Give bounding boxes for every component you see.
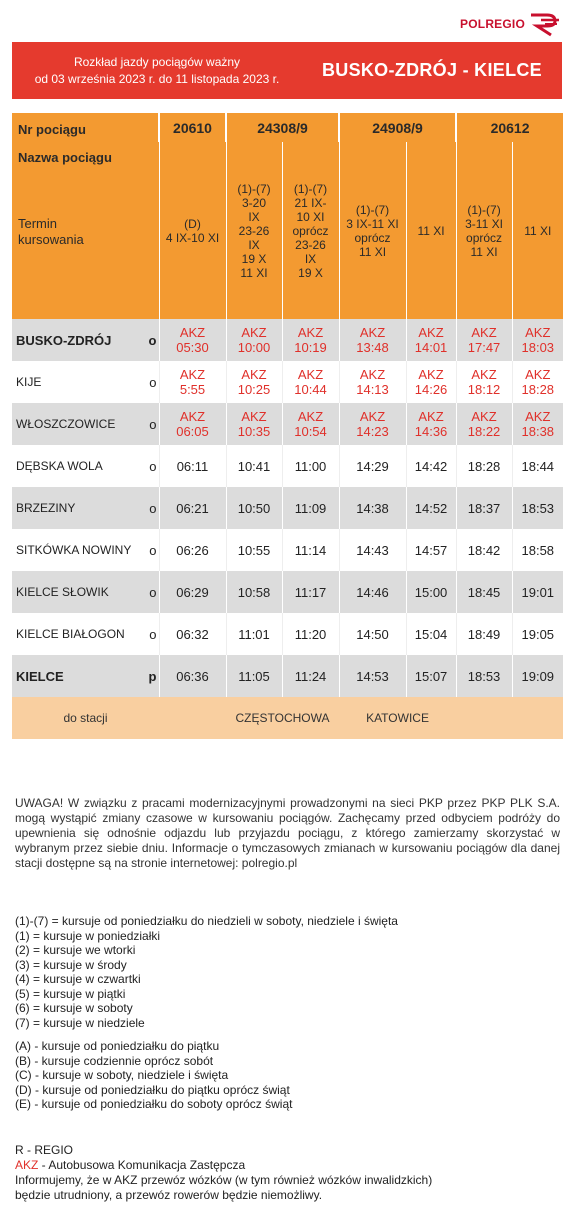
arrival-departure-marker: p <box>148 668 157 684</box>
departure-time: 15:07 <box>414 668 448 684</box>
departure-time-cell <box>406 487 456 529</box>
akz-marker: AKZ <box>418 367 444 382</box>
departure-time: 11:09 <box>294 500 327 516</box>
akz-marker: AKZ <box>241 367 267 382</box>
departure-time: 10:54 <box>294 424 327 439</box>
destination-cell <box>159 697 226 739</box>
departure-time-cell <box>456 571 512 613</box>
station-cell <box>12 361 159 403</box>
legend-item: (E) - kursuje od poniedziałku do soboty oprócz świąt <box>15 1097 293 1111</box>
departure-time-cell <box>339 361 406 403</box>
station-cell <box>12 529 159 571</box>
akz-marker: AKZ <box>297 367 324 382</box>
departure-time-cell <box>282 613 339 655</box>
departure-time-cell <box>226 361 282 403</box>
akz-marker: AKZ <box>359 409 386 424</box>
departure-time: 11:20 <box>294 626 327 642</box>
departure-time: 11:17 <box>294 584 327 600</box>
departure-time-cell <box>456 319 512 361</box>
departure-time: 10:55 <box>237 542 271 558</box>
departure-time: 19:01 <box>521 584 555 600</box>
departure-time: 18:49 <box>467 626 501 642</box>
departure-time: 18:03 <box>521 340 555 355</box>
arrival-departure-marker: o <box>149 416 157 432</box>
departure-time-cell <box>406 319 456 361</box>
train-number: 20612 <box>456 113 563 142</box>
departure-time: 14:42 <box>414 458 448 474</box>
departure-time: 18:45 <box>467 584 501 600</box>
departure-time: 06:21 <box>176 500 209 516</box>
departure-time-cell <box>339 655 406 697</box>
departure-time-cell <box>406 655 456 697</box>
schedule-term: (1)-(7) 3-20 IX 23-26 IX 19 X 11 XI <box>226 142 282 319</box>
validity-line-2: od 03 września 2023 r. do 11 listopada 2023 r. <box>34 71 280 86</box>
station-name: SITKÓWKA NOWINY <box>16 542 132 557</box>
departure-time-cell <box>512 403 563 445</box>
departure-time: 14:57 <box>414 542 448 558</box>
departure-time-cell <box>282 487 339 529</box>
departure-time: 10:58 <box>237 584 271 600</box>
departure-time: 06:32 <box>176 626 209 642</box>
departure-time: 18:44 <box>521 458 555 474</box>
station-name: KIELCE <box>16 668 64 684</box>
departure-time: 14:43 <box>356 542 389 558</box>
departure-time-cell <box>512 613 563 655</box>
departure-time-cell <box>159 445 226 487</box>
station-cell <box>12 403 159 445</box>
station-name: WŁOSZCZOWICE <box>16 416 116 431</box>
info-line-1: Informujemy, że w AKZ przewóz wózków (w tym również wózków inwalidzkich) <box>15 1173 433 1187</box>
destination-row <box>12 697 563 739</box>
regio-note: R - REGIO <box>15 1143 74 1157</box>
departure-time: 10:41 <box>237 458 271 474</box>
departure-time-cell <box>339 613 406 655</box>
departure-time: 18:53 <box>521 500 555 516</box>
departure-time-cell <box>282 529 339 571</box>
departure-time-cell <box>226 571 282 613</box>
arrival-departure-marker: o <box>149 458 157 474</box>
departure-time: 10:50 <box>237 500 271 516</box>
validity-line-1: Rozkład jazdy pociągów ważny <box>73 54 241 69</box>
departure-time: 10:25 <box>237 382 271 397</box>
akz-marker: AKZ <box>179 409 206 424</box>
polregio-logo <box>460 8 561 40</box>
departure-time-cell <box>339 403 406 445</box>
departure-time-cell <box>226 403 282 445</box>
departure-time: 19:05 <box>521 626 555 642</box>
departure-time-cell <box>159 361 226 403</box>
station-row <box>12 445 563 487</box>
akz-marker: AKZ <box>418 409 444 424</box>
legend-item: (1)-(7) = kursuje od poniedziałku do niedzieli w soboty, niedziele i święta <box>15 914 398 928</box>
akz-marker: AKZ <box>179 325 206 340</box>
departure-time: 11:24 <box>294 668 327 684</box>
departure-time: 19:09 <box>521 668 555 684</box>
departure-time-cell <box>159 487 226 529</box>
departure-time-cell <box>226 613 282 655</box>
timetable <box>12 113 563 739</box>
departure-time-cell <box>456 529 512 571</box>
legend-item: (5) = kursuje w piątki <box>15 986 126 1001</box>
departure-time: 14:38 <box>356 500 389 516</box>
destination-label: do stacji <box>12 697 159 739</box>
departure-time: 06:26 <box>176 542 209 558</box>
schedule-term: (1)-(7) 3 IX-11 XI oprócz 11 XI <box>339 142 406 319</box>
departure-time-cell <box>282 571 339 613</box>
departure-time: 11:05 <box>238 668 270 684</box>
departure-time: 15:00 <box>414 584 448 600</box>
departure-time-cell <box>339 445 406 487</box>
akz-marker: AKZ <box>471 409 497 424</box>
departure-time: 06:36 <box>176 668 209 684</box>
departure-time-cell <box>456 613 512 655</box>
station-cell <box>12 487 159 529</box>
departure-time-cell <box>226 487 282 529</box>
departure-time-cell <box>512 445 563 487</box>
station-name: BUSKO-ZDRÓJ <box>16 332 112 348</box>
letter-legend <box>15 1039 292 1112</box>
footer-notes <box>15 1143 432 1203</box>
info-line-2: będzie utrudniony, a przewóz rowerów będzie niemożliwy. <box>15 1188 323 1202</box>
akz-marker: AKZ <box>359 325 386 340</box>
station-name: DĘBSKA WOLA <box>16 458 103 473</box>
day-legend <box>15 914 398 1030</box>
departure-time-cell <box>159 613 226 655</box>
station-row <box>12 571 563 613</box>
polregio-mark-icon <box>527 11 561 37</box>
departure-time-cell <box>282 361 339 403</box>
station-cell <box>12 571 159 613</box>
departure-time: 10:19 <box>294 340 327 355</box>
departure-time-cell <box>406 361 456 403</box>
akz-marker: AKZ <box>418 325 444 340</box>
schedule-term: 11 XI <box>512 142 563 319</box>
station-row <box>12 655 563 697</box>
departure-time: 14:52 <box>414 500 448 516</box>
station-row <box>12 319 563 361</box>
arrival-departure-marker: o <box>149 584 157 600</box>
legend-item: (3) = kursuje w środy <box>15 957 127 972</box>
departure-time: 18:58 <box>521 542 555 558</box>
departure-time-cell <box>159 655 226 697</box>
departure-time-cell <box>456 403 512 445</box>
departure-time: 06:11 <box>176 458 209 474</box>
station-row <box>12 529 563 571</box>
station-name: KIJE <box>16 374 42 389</box>
departure-time: 13:48 <box>356 340 389 355</box>
departure-time-cell <box>339 571 406 613</box>
departure-time: 14:01 <box>414 340 448 355</box>
departure-time-cell <box>406 571 456 613</box>
departure-time: 11:14 <box>294 542 327 558</box>
legend-item: (2) = kursuje we wtorki <box>15 943 136 957</box>
departure-time: 15:04 <box>414 626 448 642</box>
akz-marker: AKZ <box>525 367 551 382</box>
akz-marker: AKZ <box>241 409 267 424</box>
arrival-departure-marker: o <box>149 500 157 516</box>
departure-time-cell <box>512 655 563 697</box>
departure-time-cell <box>406 445 456 487</box>
departure-time-cell <box>456 445 512 487</box>
departure-time: 14:46 <box>356 584 389 600</box>
departure-time: 05:30 <box>176 340 209 355</box>
station-cell <box>12 319 159 361</box>
departure-time-cell <box>512 529 563 571</box>
arrival-departure-marker: o <box>148 332 157 348</box>
departure-time: 18:42 <box>467 542 501 558</box>
departure-time-cell <box>159 319 226 361</box>
departure-time-cell <box>406 613 456 655</box>
departure-time-cell <box>226 655 282 697</box>
timetable-banner <box>12 42 562 99</box>
akz-marker: AKZ <box>525 409 551 424</box>
departure-time-cell <box>339 319 406 361</box>
departure-time: 14:50 <box>356 626 389 642</box>
akz-description: - Autobusowa Komunikacja Zastępcza <box>38 1158 246 1172</box>
departure-time: 14:23 <box>356 424 389 439</box>
station-cell <box>12 445 159 487</box>
departure-time: 06:29 <box>176 584 209 600</box>
departure-time-cell <box>159 529 226 571</box>
departure-time-cell <box>512 571 563 613</box>
departure-time-cell <box>282 319 339 361</box>
train-number: 24308/9 <box>226 113 339 142</box>
departure-time: 18:53 <box>467 668 501 684</box>
departure-time-cell <box>406 403 456 445</box>
header-labels <box>12 113 159 319</box>
departure-time: 18:12 <box>467 382 501 397</box>
station-cell <box>12 655 159 697</box>
akz-marker: AKZ <box>471 325 497 340</box>
departure-time: 10:00 <box>237 340 271 355</box>
train-number: 20610 <box>159 113 226 142</box>
departure-time: 18:28 <box>467 458 501 474</box>
arrival-departure-marker: o <box>149 626 157 642</box>
departure-time: 14:29 <box>356 458 389 474</box>
departure-time-cell <box>282 403 339 445</box>
service-notice: UWAGA! W związku z pracami modernizacyjnymi prowadzonymi na sieci PKP przez PKP PLK S.A. mogą wystąpić zmiany czasowe w kursowaniu pociągów. Zachęcamy przed odbyciem podróży do upewnienia się odnośnie odjazdu lub przyjazdu pociągu, z którego zamierzamy skorzystać w wybranym przez siebie dniu. Informacje o tymczasowych zmianach w kursowaniu pociągów dla danej stacji dostępne są na stronie internetowej: polregio.pl <box>15 796 560 870</box>
akz-marker: AKZ <box>297 409 324 424</box>
akz-marker: AKZ <box>241 325 267 340</box>
arrival-departure-marker: o <box>149 542 157 558</box>
station-row <box>12 361 563 403</box>
departure-time-cell <box>456 487 512 529</box>
route-title: BUSKO-ZDRÓJ - KIELCE <box>321 60 542 80</box>
legend-item: (7) = kursuje w niedziele <box>15 1015 145 1030</box>
label-train-number: Nr pociągu <box>18 122 86 137</box>
departure-time-cell <box>512 361 563 403</box>
departure-time-cell <box>282 445 339 487</box>
station-row <box>12 403 563 445</box>
akz-marker: AKZ <box>471 367 497 382</box>
departure-time: 14:26 <box>414 382 448 397</box>
departure-time: 5:55 <box>179 382 206 397</box>
station-cell <box>12 613 159 655</box>
departure-time-cell <box>226 445 282 487</box>
departure-time-cell <box>339 529 406 571</box>
departure-time: 14:36 <box>414 424 448 439</box>
legend-item: (4) = kursuje w czwartki <box>15 972 141 986</box>
station-name: KIELCE BIAŁOGON <box>16 626 125 641</box>
station-name: BRZEZINY <box>16 500 76 515</box>
station-row <box>12 613 563 655</box>
departure-time: 11:01 <box>238 626 270 642</box>
departure-time-cell <box>406 529 456 571</box>
departure-time: 18:22 <box>467 424 501 439</box>
departure-time: 14:13 <box>356 382 389 397</box>
departure-time: 10:35 <box>237 424 271 439</box>
arrival-departure-marker: o <box>149 374 157 390</box>
schedule-term: (D) 4 IX-10 XI <box>159 142 226 319</box>
departure-time: 17:47 <box>467 340 501 355</box>
departure-time-cell <box>226 319 282 361</box>
departure-time-cell <box>159 571 226 613</box>
departure-time-cell <box>226 529 282 571</box>
akz-marker: AKZ <box>525 325 551 340</box>
validity-period <box>12 54 302 88</box>
akz-marker: AKZ <box>297 325 324 340</box>
departure-time: 11:00 <box>294 458 327 474</box>
legend-item: (A) - kursuje od poniedziałku do piątku <box>15 1039 220 1053</box>
akz-note <box>15 1158 432 1173</box>
destination-cell: KATOWICE <box>339 697 456 739</box>
departure-time: 18:38 <box>521 424 555 439</box>
departure-time-cell <box>456 361 512 403</box>
departure-time: 18:37 <box>467 500 501 516</box>
destination-cell <box>456 697 563 739</box>
departure-time-cell <box>339 487 406 529</box>
departure-time: 14:53 <box>356 668 389 684</box>
logo-text: POLREGIO <box>460 17 525 31</box>
akz-marker: AKZ <box>179 367 206 382</box>
akz-marker: AKZ <box>359 367 386 382</box>
train-number: 24908/9 <box>339 113 456 142</box>
label-schedule-term: Termin kursowania <box>18 216 84 247</box>
akz-abbreviation: AKZ <box>15 1158 39 1172</box>
station-row <box>12 487 563 529</box>
station-name: KIELCE SŁOWIK <box>16 584 109 599</box>
departure-time-cell <box>282 655 339 697</box>
legend-item: (C) - kursuje w soboty, niedziele i święta <box>15 1068 229 1082</box>
departure-time-cell <box>159 403 226 445</box>
legend-item: (D) - kursuje od poniedziałku do piątku oprócz świąt <box>15 1082 290 1097</box>
departure-time: 10:44 <box>294 382 327 397</box>
legend-item: (1) = kursuje w poniedziałki <box>15 928 161 943</box>
destination-cell: CZĘSTOCHOWA <box>226 697 339 739</box>
departure-time-cell <box>512 487 563 529</box>
schedule-term: (1)-(7) 3-11 XI oprócz 11 XI <box>456 142 512 319</box>
departure-time: 18:28 <box>521 382 555 397</box>
legend-item: (6) = kursuje w soboty <box>15 1001 133 1015</box>
schedule-term: (1)-(7) 21 IX- 10 XI oprócz 23-26 IX 19 X <box>282 142 339 319</box>
departure-time: 06:05 <box>176 424 209 439</box>
departure-time-cell <box>512 319 563 361</box>
legend-item: (B) - kursuje codziennie oprócz sobót <box>15 1053 214 1068</box>
schedule-term: 11 XI <box>406 142 456 319</box>
departure-time-cell <box>456 655 512 697</box>
label-train-name: Nazwa pociągu <box>18 150 112 165</box>
